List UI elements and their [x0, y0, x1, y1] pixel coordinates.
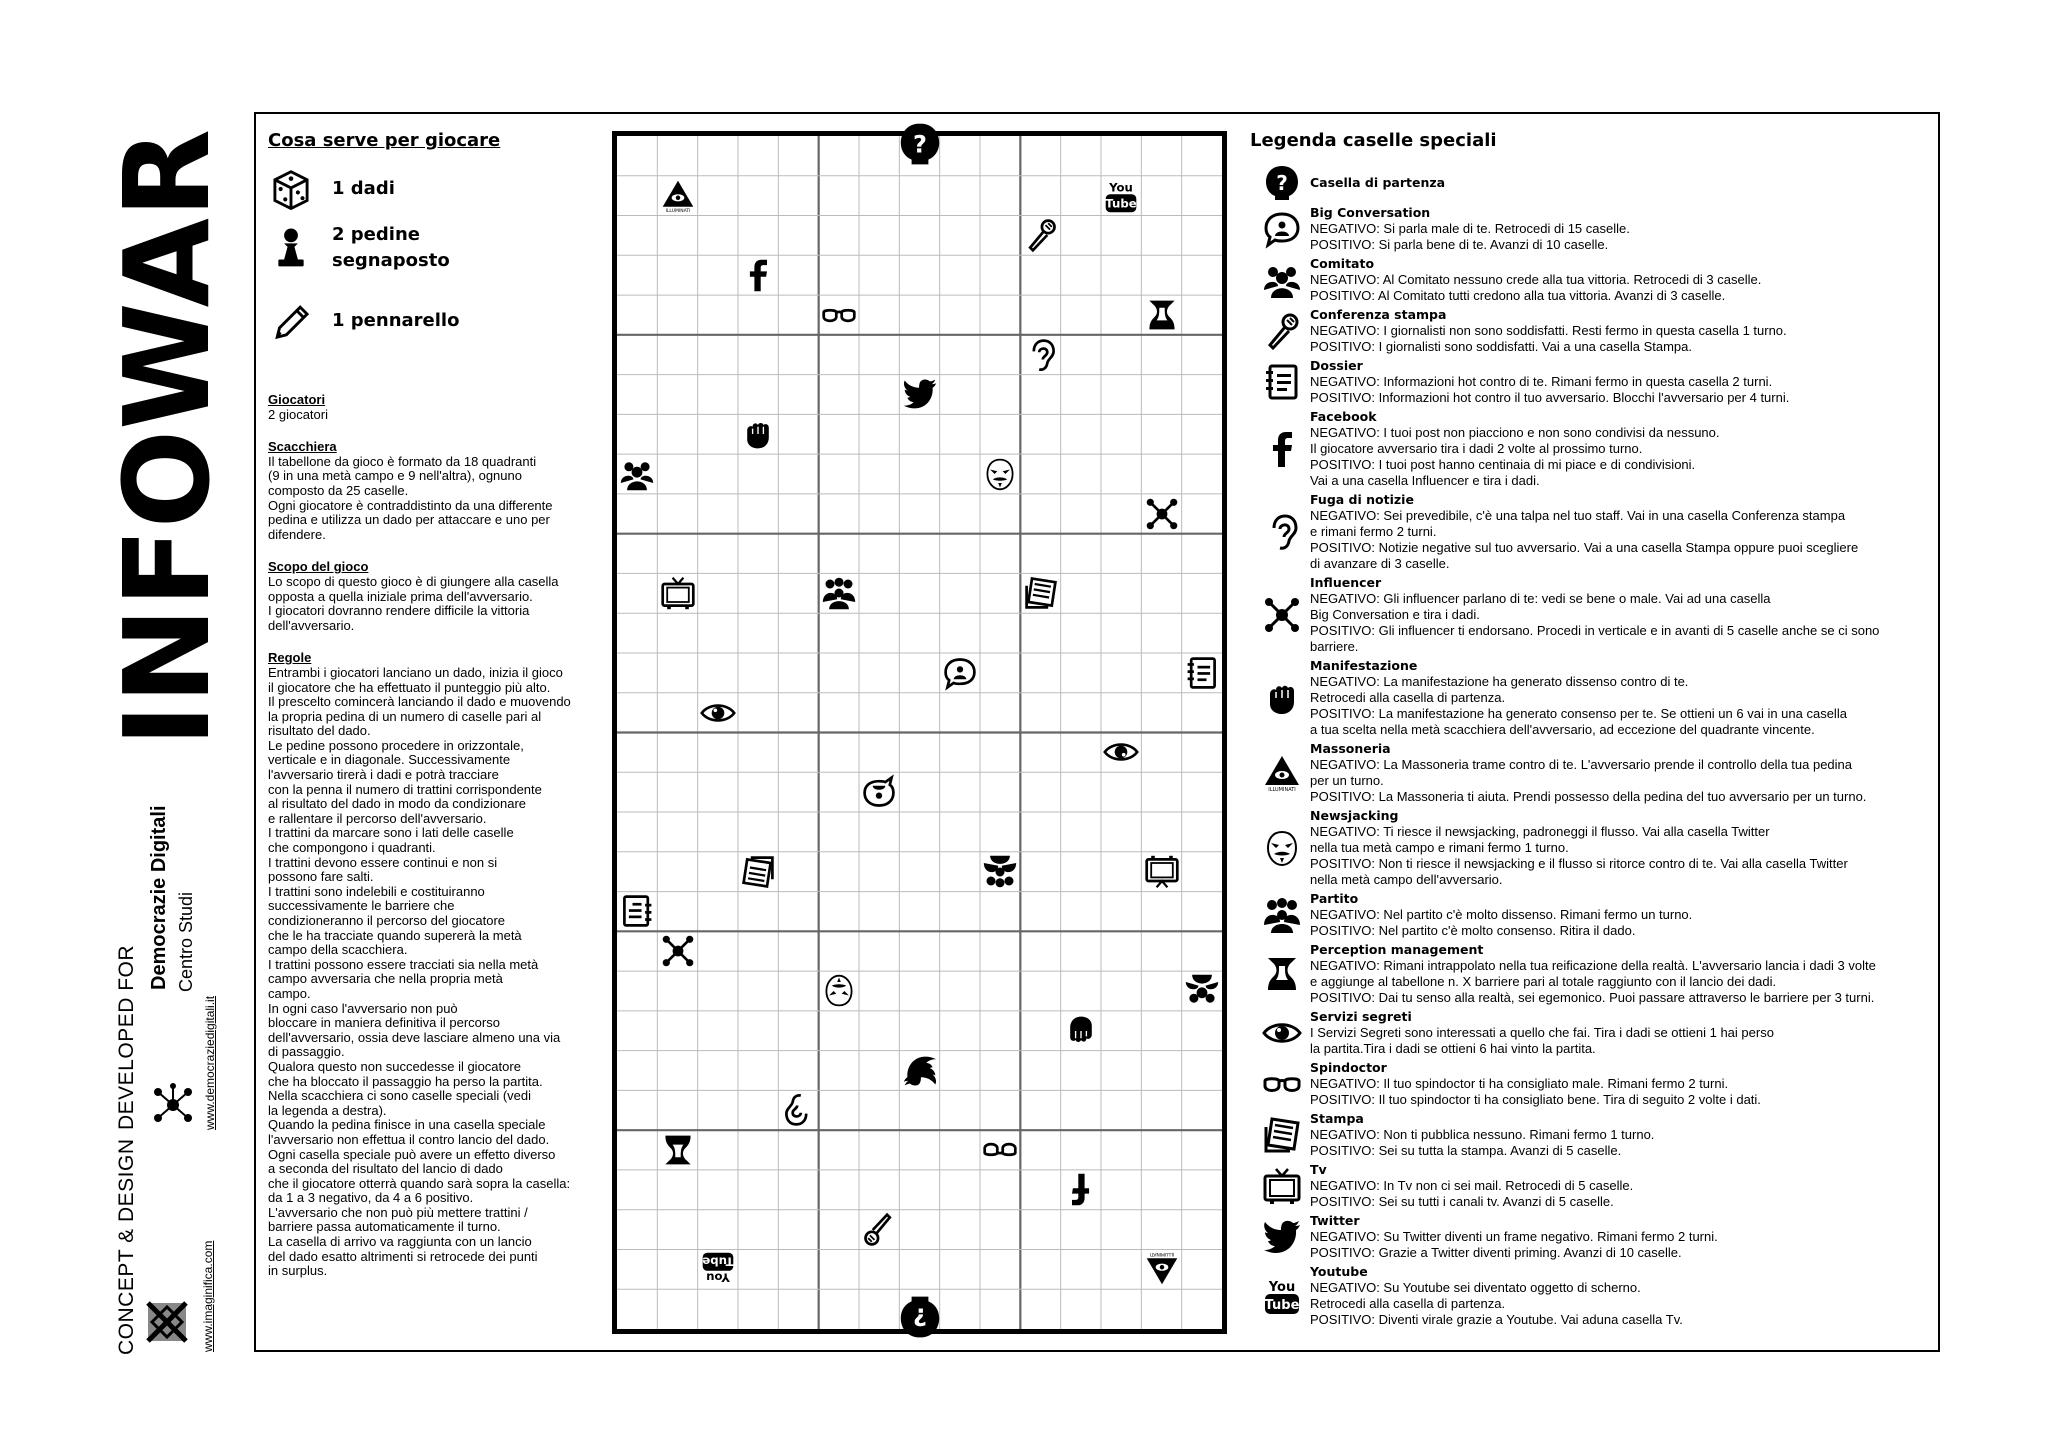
start-cell-question-icon[interactable] [896, 120, 944, 168]
special-cell-ear-icon[interactable] [779, 1090, 819, 1130]
special-cell-influencer-icon[interactable] [1142, 494, 1182, 534]
legend-item-title: Stampa [1310, 1111, 1364, 1126]
legend-item-line: NEGATIVO: Non ti pubblica nessuno. Rimani fermo 1 turno. [1310, 1127, 1655, 1142]
legend-item-title: Spindoctor [1310, 1060, 1387, 1075]
committee-icon [1262, 260, 1302, 300]
special-cell-influencer-icon[interactable] [658, 931, 698, 971]
speech-icon [1262, 209, 1302, 249]
microphone-icon [1262, 311, 1302, 351]
dossier-icon [1184, 655, 1220, 691]
legend-item-title: Youtube [1310, 1264, 1368, 1279]
tv-icon [660, 575, 696, 611]
designer-logo-icon [142, 1297, 192, 1347]
special-cell-microphone-icon[interactable] [1021, 215, 1061, 255]
legend-item [1250, 741, 1930, 805]
legend-item-line: NEGATIVO: Nel partito c'è molto dissenso. Rimani fermo un turno. [1310, 907, 1693, 922]
legend-item [1250, 1213, 1930, 1261]
dossier-icon [619, 893, 655, 929]
legend-item-line: POSITIVO: Nel partito c'è molto consenso. Ritira il dado. [1310, 923, 1636, 938]
party-icon [821, 575, 857, 611]
legend-item [1250, 808, 1930, 888]
legend-item [1250, 1162, 1930, 1210]
special-cell-eye-icon[interactable] [698, 693, 738, 733]
influencer-icon [660, 933, 696, 969]
special-cell-party-icon[interactable] [980, 852, 1020, 892]
legend-section [1250, 130, 1930, 1331]
legend-item-line: POSITIVO: Gli influencer ti endorsano. Procedi in verticale e in avanti di 5 caselle anche se ci sono [1310, 623, 1880, 638]
dice-icon [268, 166, 314, 212]
legend-item-title: Newsjacking [1310, 808, 1399, 823]
fist-icon [1063, 1013, 1099, 1049]
org-url[interactable]: www.democraziedigitali.it [203, 995, 217, 1130]
legend-item-line: NEGATIVO: Rimani intrappolato nella tua reificazione della realtà. L'avversario lancia i dadi 3 volte [1310, 958, 1876, 973]
twitter-icon [1262, 1217, 1302, 1257]
legend-heading: Legenda caselle speciali [1250, 130, 1497, 151]
legend-item-title: Partito [1310, 891, 1359, 906]
special-cell-tv-icon[interactable] [658, 573, 698, 613]
concept-design-label: CONCEPT & DESIGN [115, 1138, 138, 1355]
special-cell-youtube-icon[interactable] [1101, 176, 1141, 216]
tv-icon [1262, 1166, 1302, 1206]
special-cell-dossier-icon[interactable] [617, 891, 657, 931]
legend-item-line: POSITIVO: Grazie a Twitter diventi priming. Avanzi di 10 caselle. [1310, 1245, 1682, 1260]
legend-item-title: Dossier [1310, 358, 1363, 373]
legend-item [1250, 492, 1930, 572]
legend-item-line: nella metà campo dell'avversario. [1310, 872, 1503, 887]
legend-item-line: POSITIVO: La Massoneria ti aiuta. Prendi possesso della pedina del tuo avversario per un turno. [1310, 789, 1867, 804]
legend-item-line: POSITIVO: Sei su tutti i canali tv. Avanzi di 5 caselle. [1310, 1194, 1614, 1209]
legend-item-line: Retrocedi alla casella di partenza. [1310, 690, 1506, 705]
special-cell-tv-icon[interactable] [1142, 852, 1182, 892]
legend-item-line: POSITIVO: Non ti riesce il newsjacking e il flusso si ritorce contro di te. Vai alla casella Twitter [1310, 856, 1848, 871]
developed-for-label: DEVELOPED FOR [115, 944, 138, 1130]
rules-text-rules: Entrambi i giocatori lanciano un dado, inizia il gioco il giocatore che ha effettuato il punteggio più alto. Il prescelto comincerà lanciando il dado e muovendo la propria pedina di un numero di caselle pari al risultato del dado. Le pedine possono procedere in orizzontale, verticale e in diagonale. Successivamente l'avversario tirerà i dadi e potrà tracciare con la penna il numero di trattini corrispondente al risultato del dado in modo da condizionare e rallentare il percorso dell'avversario. I trattini da marcare sono i lati delle caselle che compongono i quadranti. I trattini devono essere continui e non si possono fare salti. I trattini sono indelebili e costituiranno successivamente le barriere che condizioneranno il percorso del giocatore che le ha tracciate quando supererà la metà campo della scacchiera. I trattini possono essere tracciati sia nella metà campo avversaria che nella propria metà campo. In ogni caso l'avversario non può bloccare in maniera definitiva il percorso dell'avversario, ossia deve lasciare almeno una via di passaggio. Qualora questo non succedesse il giocatore che ha bloccato il passaggio ha perso la partita. Nella scacchiera ci sono caselle speciali (vedi la legenda a destra). Quando la pedina finisce in una casella speciale l'avversario non effettua il contro lancio del dado. Ogni casella speciale può avere un effetto diverso a seconda del risultato del lancio di dado che il giocatore otterrà quando sarà sopra la casella: da 1 a 3 negativo, da 4 a 6 positivo. L'avversario che non può più mettere trattini / barriere passa automaticamente il turno. La casella di arrivo va raggiunta con un lancio del dado esatto altrimenti si retrocede dei punti in surplus. [268, 664, 571, 1279]
youtube-icon [1262, 1276, 1302, 1316]
special-cell-committee-icon[interactable] [1182, 971, 1222, 1011]
svg-text:INFOWAR: INFOWAR [98, 116, 236, 747]
rules-heading-rules: Regole [268, 650, 312, 666]
special-cell-illuminati-icon[interactable] [1142, 1249, 1182, 1289]
speech-icon [861, 774, 897, 810]
supplies-section [268, 130, 598, 169]
perception-icon [660, 1132, 696, 1168]
eye-icon [1262, 1013, 1302, 1053]
legend-item-line: barriere. [1310, 639, 1359, 654]
special-cell-party-icon[interactable] [819, 573, 859, 613]
special-cell-speech-icon[interactable] [859, 772, 899, 812]
legend-item-line: POSITIVO: I tuoi post hanno centinaia di mi piace e di condivisioni. [1310, 457, 1696, 472]
special-cell-youtube-icon[interactable] [698, 1249, 738, 1289]
facebook-icon [1262, 429, 1302, 469]
illuminati-icon [1144, 1251, 1180, 1287]
glasses-icon [982, 1132, 1018, 1168]
legend-item-line: NEGATIVO: I giornalisti non sono soddisfatti. Resti fermo in questa casella 1 turno. [1310, 323, 1787, 338]
supplies-heading: Cosa serve per giocare [268, 130, 501, 151]
rules-text-players: 2 giocatori [268, 406, 328, 422]
legend-item-line: per un turno. [1310, 773, 1384, 788]
facebook-icon [1063, 1172, 1099, 1208]
glasses-icon [821, 297, 857, 333]
committee-icon [619, 456, 655, 492]
legend-item-title: Conferenza stampa [1310, 307, 1447, 322]
supply-pawns [268, 222, 450, 274]
legend-item [1250, 575, 1930, 655]
legend-item-line: NEGATIVO: Il tuo spindoctor ti ha consigliato male. Rimani fermo 2 turni. [1310, 1076, 1729, 1091]
legend-item-line: e rimani fermo 2 turni. [1310, 524, 1437, 539]
youtube-icon [700, 1251, 736, 1287]
legend-item-line: NEGATIVO: La manifestazione ha generato dissenso contro di te. [1310, 674, 1689, 689]
legend-item-title: Twitter [1310, 1213, 1360, 1228]
org-name: Democrazie Digitali [148, 805, 170, 990]
special-cell-committee-icon[interactable] [617, 454, 657, 494]
legend-item-line: POSITIVO: La manifestazione ha generato consenso per te. Se ottieni un 6 vai in una casella [1310, 706, 1847, 721]
special-cell-fist-icon[interactable] [738, 414, 778, 454]
special-cell-microphone-icon[interactable] [859, 1210, 899, 1250]
legend-item [1250, 658, 1930, 738]
legend-item-line: Retrocedi alla casella di partenza. [1310, 1296, 1506, 1311]
special-cell-mask-icon[interactable] [980, 454, 1020, 494]
org-subtitle: Centro Studi [176, 891, 196, 992]
legend-item [1250, 307, 1930, 355]
party-icon [982, 854, 1018, 890]
legend-item-line: POSITIVO: Al Comitato tutti credono alla tua vittoria. Avanzi di 3 caselle. [1310, 288, 1726, 303]
special-cell-newspaper-icon[interactable] [1021, 573, 1061, 613]
speech-icon [942, 655, 978, 691]
special-cell-ear-icon[interactable] [1021, 335, 1061, 375]
rules-heading-board: Scacchiera [268, 439, 337, 455]
twitter-icon [902, 376, 938, 412]
game-title [98, 116, 236, 750]
pawn-icon [268, 225, 314, 271]
legend-item-line: NEGATIVO: La Massoneria trame contro di te. L'avversario prende il controllo della tua pedina [1310, 757, 1853, 772]
legend-item-title: Tv [1310, 1162, 1327, 1177]
special-cell-twitter-icon[interactable] [900, 1051, 940, 1091]
legend-item-line: NEGATIVO: Informazioni hot contro di te. Rimani fermo in questa casella 2 turni. [1310, 374, 1773, 389]
special-cell-fist-icon[interactable] [1061, 1011, 1101, 1051]
legend-item-line: NEGATIVO: Gli influencer parlano di te: vedi se bene o male. Vai ad una casella [1310, 591, 1771, 606]
legend-item-line: Il giocatore avversario tira i dadi 2 volte al prossimo turno. [1310, 441, 1643, 456]
pen-icon [268, 298, 314, 344]
special-cell-twitter-icon[interactable] [900, 374, 940, 414]
mask-icon [821, 973, 857, 1009]
rules-heading-goal: Scopo del gioco [268, 559, 369, 575]
legend-item-line: POSITIVO: Si parla bene di te. Avanzi di 10 caselle. [1310, 237, 1609, 252]
legend-item-title: Fuga di notizie [1310, 492, 1414, 507]
legend-item-title: Manifestazione [1310, 658, 1418, 673]
special-cell-mask-icon[interactable] [819, 971, 859, 1011]
fist-icon [740, 416, 776, 452]
legend-item [1250, 256, 1930, 304]
legend-item-line: POSITIVO: Sei su tutta la stampa. Avanzi di 5 caselle. [1310, 1143, 1622, 1158]
legend-item-line: di avanzare di 3 caselle. [1310, 556, 1450, 571]
illuminati-icon [1262, 753, 1302, 793]
legend-item-line: a tua scelta nella metà scacchiera dell'avversario, ad eccezione del quadrante vincente. [1310, 722, 1815, 737]
legend-item-title: Facebook [1310, 409, 1377, 424]
game-board[interactable] [612, 131, 1227, 1334]
legend-item [1250, 358, 1930, 406]
legend-item-line: POSITIVO: Dai tu senso alla realtà, sei egemonico. Puoi passare attraverso le barriere per 3 turni. [1310, 990, 1875, 1005]
special-cell-dossier-icon[interactable] [1182, 653, 1222, 693]
eye-icon [1103, 734, 1139, 770]
legend-item-line: NEGATIVO: Si parla male di te. Retrocedi di 15 caselle. [1310, 221, 1630, 236]
special-cell-perception-icon[interactable] [658, 1130, 698, 1170]
glasses-icon [1262, 1064, 1302, 1104]
party-icon [1262, 895, 1302, 935]
tv-icon [1144, 854, 1180, 890]
legend-item-line: NEGATIVO: Su Twitter diventi un frame negativo. Rimani fermo 2 turni. [1310, 1229, 1718, 1244]
legend-item-line: I Servizi Segreti sono interessati a quello che fai. Tira i dadi se ottieni 1 hai perso [1310, 1025, 1774, 1040]
supply-label: 1 dadi [332, 178, 395, 199]
supply-label: 1 pennarello [332, 310, 460, 331]
legend-item [1250, 1264, 1930, 1328]
influencer-icon [1262, 595, 1302, 635]
youtube-icon [1103, 178, 1139, 214]
mask-icon [982, 456, 1018, 492]
illuminati-icon [660, 178, 696, 214]
facebook-icon [740, 257, 776, 293]
supply-dice [268, 166, 395, 212]
legend-item [1250, 942, 1930, 1006]
legend-item-line: NEGATIVO: Al Comitato nessuno crede alla tua vittoria. Retrocedi di 3 caselle. [1310, 272, 1762, 287]
network-logo-icon [148, 1080, 198, 1130]
legend-item-line: nella tua metà campo e rimani fermo 1 turno. [1310, 840, 1569, 855]
legend-item [1250, 891, 1930, 939]
legend-item [1250, 205, 1930, 253]
special-cell-facebook-icon[interactable] [1061, 1170, 1101, 1210]
legend-item-line: POSITIVO: Informazioni hot contro il tuo avversario. Blocchi l'avversario per 4 turni. [1310, 390, 1790, 405]
rules-heading-players: Giocatori [268, 392, 326, 407]
perception-icon [1262, 954, 1302, 994]
special-cell-facebook-icon[interactable] [738, 255, 778, 295]
legend-item [1250, 1009, 1930, 1057]
rules-text-goal: Lo scopo di questo gioco è di giungere alla casella opposta a quella iniziale prima dell'avversario. I giocatori dovranno rendere difficile la vittoria dell'avversario. [268, 573, 559, 633]
microphone-icon [1023, 217, 1059, 253]
legend-item-line: POSITIVO: I giornalisti sono soddisfatti. Vai a una casella Stampa. [1310, 339, 1693, 354]
side-band [0, 0, 250, 1447]
special-cell-glasses-icon[interactable] [819, 295, 859, 335]
ear-icon [1023, 337, 1059, 373]
legend-item [1250, 1060, 1930, 1108]
rules-section [268, 393, 598, 1279]
legend-item-line: NEGATIVO: I tuoi post non piacciono e non sono condivisi da nessuno. [1310, 425, 1720, 440]
special-cell-newspaper-icon[interactable] [738, 852, 778, 892]
ear-icon [781, 1092, 817, 1128]
special-cell-perception-icon[interactable] [1142, 295, 1182, 335]
legend-start-label: Casella di partenza [1310, 175, 1446, 190]
legend-item [1250, 409, 1930, 489]
legend-item-line: POSITIVO: Diventi virale grazie a Youtube. Vai aduna casella Tv. [1310, 1312, 1683, 1327]
legend-item-title: Influencer [1310, 575, 1382, 590]
microphone-icon [861, 1212, 897, 1248]
legend-start [1250, 161, 1930, 205]
newspaper-icon [1023, 575, 1059, 611]
question-icon [1262, 163, 1302, 203]
legend-item-line: NEGATIVO: In Tv non ci sei mail. Retrocedi di 5 caselle. [1310, 1178, 1634, 1193]
legend-item-title: Big Conversation [1310, 205, 1431, 220]
legend-item-line: NEGATIVO: Sei prevedibile, c'è una talpa nel tuo staff. Vai in una casella Conferenza stampa [1310, 508, 1846, 523]
mask-icon [1262, 828, 1302, 868]
twitter-icon [902, 1053, 938, 1089]
perception-icon [1144, 297, 1180, 333]
legend-item-line: la partita.Tira i dadi se ottieni 6 hai vinto la partita. [1310, 1041, 1596, 1056]
legend-item-line: e aggiunge al tabellone n. X barriere pari al totale raggiunto con il lancio dei dadi. [1310, 974, 1777, 989]
special-cell-illuminati-icon[interactable] [658, 176, 698, 216]
dossier-icon [1262, 362, 1302, 402]
legend-item [1250, 1111, 1930, 1159]
committee-icon [1184, 973, 1220, 1009]
newspaper-icon [740, 854, 776, 890]
eye-icon [700, 695, 736, 731]
influencer-icon [1144, 496, 1180, 532]
supply-marker [268, 298, 459, 344]
legend-item-line: POSITIVO: Notizie negative sul tuo avversario. Vai a una casella Stampa oppure puoi scegliere [1310, 540, 1859, 555]
special-cell-eye-icon[interactable] [1101, 732, 1141, 772]
supply-label: 2 pedine segnaposto [332, 224, 450, 271]
fist-icon [1262, 678, 1302, 718]
legend-item-title: Massoneria [1310, 741, 1391, 756]
legend-item-line: Vai a una casella Influencer e tira i dadi. [1310, 473, 1540, 488]
ear-icon [1262, 512, 1302, 552]
legend-item-title: Comitato [1310, 256, 1375, 271]
legend-item-title: Perception management [1310, 942, 1484, 957]
legend-item-line: NEGATIVO: Ti riesce il newsjacking, padroneggi il flusso. Vai alla casella Twitter [1310, 824, 1770, 839]
legend-item-line: Big Conversation e tira i dadi. [1310, 607, 1480, 622]
legend-item-line: NEGATIVO: Su Youtube sei diventato oggetto di scherno. [1310, 1280, 1641, 1295]
rules-text-board: Il tabellone da gioco è formato da 18 quadranti (9 in una metà campo e 9 nell'altra), ognuno composto da 25 caselle. Ogni giocatore è contraddistinto da una differente pedina e utilizza un dado per attaccare e uno per difendere. [268, 453, 553, 542]
legend-item-title: Servizi segreti [1310, 1009, 1412, 1024]
special-cell-speech-icon[interactable] [940, 653, 980, 693]
end-cell-question-icon[interactable] [896, 1293, 944, 1341]
designer-url[interactable]: www.imaginifica.com [201, 1240, 215, 1352]
newspaper-icon [1262, 1115, 1302, 1155]
special-cell-glasses-icon[interactable] [980, 1130, 1020, 1170]
legend-item-line: POSITIVO: Il tuo spindoctor ti ha consigliato bene. Tira di seguito 2 volte i dati. [1310, 1092, 1761, 1107]
